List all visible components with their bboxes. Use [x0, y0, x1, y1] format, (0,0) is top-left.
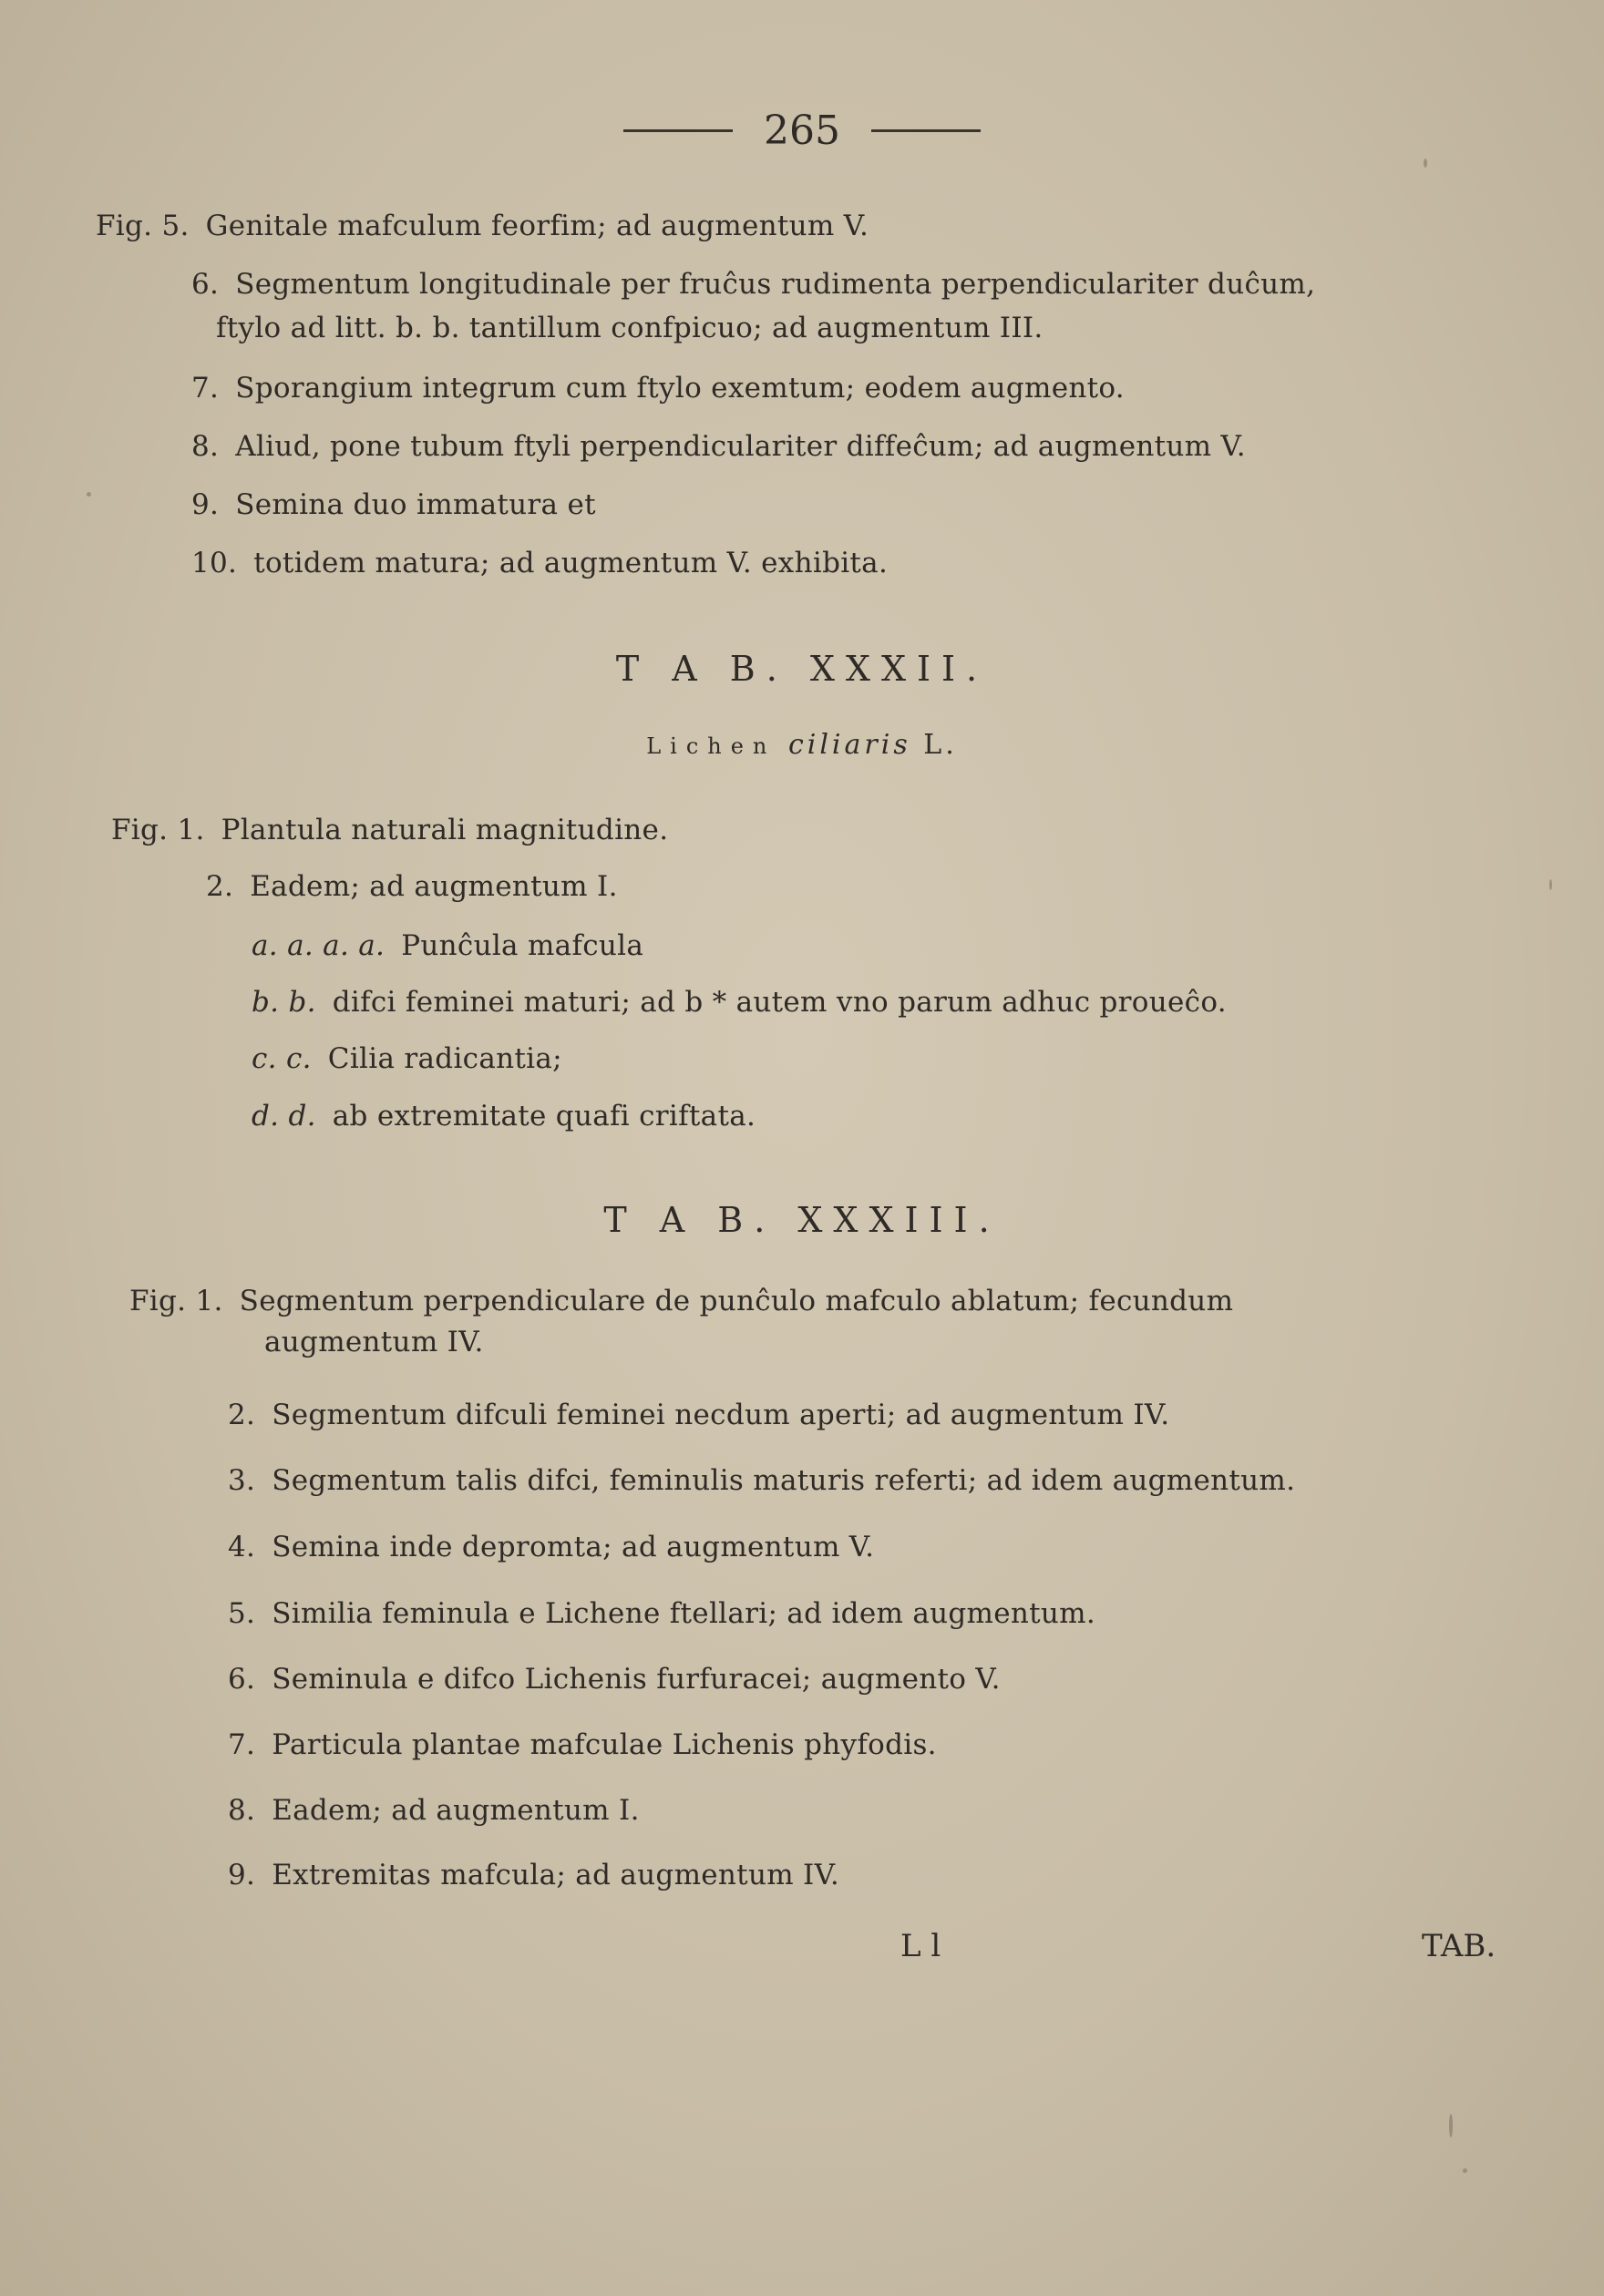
text-line	[252, 986, 1227, 1019]
figure-caption: Plantula naturali magnitudine.	[221, 814, 669, 846]
plate-subtitle	[0, 729, 1604, 761]
page-header	[0, 108, 1604, 154]
figure-label: 4.	[228, 1531, 256, 1563]
text-line	[216, 312, 1044, 344]
figure-label: 9.	[228, 1859, 256, 1891]
figure-caption: augmentum IV.	[264, 1326, 484, 1358]
figure-label: 7.	[191, 372, 220, 405]
figure-label: 8.	[191, 430, 220, 463]
figure-label: b. b.	[252, 986, 316, 1019]
text-line	[252, 929, 643, 962]
figure-label: 5.	[228, 1597, 256, 1630]
plate-title: T A B. XXXIII.	[603, 1200, 1001, 1240]
figure-caption: Cilia radicantia;	[327, 1042, 562, 1075]
figure-label: 6.	[191, 268, 220, 301]
text-line	[264, 1326, 484, 1358]
figure-label: Fig. 1.	[111, 814, 205, 846]
figure-label: 6.	[228, 1663, 256, 1696]
figure-label: 2.	[228, 1399, 256, 1431]
figure-label: 8.	[228, 1794, 256, 1827]
figure-label: Fig. 1.	[129, 1285, 223, 1317]
figure-label: a. a. a. a.	[252, 929, 386, 962]
figure-caption: Particula plantae mafculae Lichenis phyfodis.	[272, 1728, 937, 1761]
figure-caption: ab extremitate quafi criftata.	[332, 1100, 756, 1133]
figure-label: 7.	[228, 1728, 256, 1761]
text-line	[252, 1100, 756, 1133]
text-line	[191, 372, 1125, 405]
text-line	[228, 1597, 1095, 1630]
paper-speck	[87, 492, 91, 497]
figure-caption: Seminula e difco Lichenis furfuracei; augmento V.	[272, 1663, 1001, 1696]
author-abbrev: L.	[923, 729, 958, 761]
figure-caption: Sporangium integrum cum ftylo exemtum; eodem augmento.	[235, 372, 1125, 405]
text-line	[228, 1464, 1295, 1497]
figure-caption: Semina inde depromta; ad augmentum V.	[272, 1531, 875, 1563]
figure-label: 10.	[191, 547, 238, 579]
genus-name: Lichen	[646, 733, 776, 759]
plate-title: T A B. XXXII.	[615, 649, 989, 689]
header-rule-right	[871, 129, 981, 132]
text-line	[191, 268, 1315, 301]
figure-caption: Semina duo immatura et	[235, 488, 596, 521]
paper-speck	[1424, 159, 1427, 168]
signature-mark: L l	[900, 1928, 941, 1964]
figure-label: c. c.	[252, 1042, 312, 1075]
text-line	[228, 1531, 874, 1563]
page-number: 265	[764, 108, 840, 154]
text-line	[96, 210, 869, 242]
figure-label: 3.	[228, 1464, 256, 1497]
text-line	[111, 814, 668, 846]
figure-caption: difci feminei maturi; ad b * autem vno parum adhuc proueĉo.	[332, 986, 1227, 1019]
figure-caption: Aliud, pone tubum ftyli perpendiculariter diffeĉum; ad augmentum V.	[235, 430, 1246, 463]
figure-caption: ftylo ad litt. b. b. tantillum confpicuo; ad augmentum III.	[216, 312, 1044, 344]
text-line	[228, 1859, 839, 1891]
figure-label: d. d.	[252, 1100, 316, 1133]
figure-caption: Extremitas mafcula; ad augmentum IV.	[272, 1859, 840, 1891]
figure-caption: Eadem; ad augmentum I.	[250, 870, 618, 903]
figure-caption: Segmentum perpendiculare de punĉulo mafculo ablatum; fecundum	[239, 1285, 1234, 1317]
text-line	[191, 547, 888, 579]
figure-label: 2.	[206, 870, 234, 903]
text-line	[252, 1042, 562, 1075]
figure-caption: Genitale mafculum feorfim; ad augmentum V.	[205, 210, 869, 242]
figure-caption: Segmentum longitudinale per fruĉus rudimenta perpendiculariter duĉum,	[235, 268, 1316, 301]
text-line	[191, 488, 596, 521]
text-line	[191, 430, 1246, 463]
figure-label: Fig. 5.	[96, 210, 190, 242]
paper-speck	[1463, 2168, 1467, 2173]
header-rule-left	[623, 129, 733, 132]
text-line	[228, 1794, 640, 1827]
text-line	[228, 1399, 1169, 1431]
species-name: ciliaris	[787, 729, 911, 761]
text-line	[129, 1285, 1233, 1317]
text-line	[228, 1663, 1001, 1696]
text-line	[206, 870, 618, 903]
paper-speck	[1549, 879, 1552, 890]
figure-caption: Punĉula mafcula	[401, 929, 644, 962]
figure-caption: Similia feminula e Lichene ftellari; ad idem augmentum.	[272, 1597, 1095, 1630]
figure-label: 9.	[191, 488, 220, 521]
catchword: TAB.	[1422, 1928, 1496, 1964]
figure-caption: Eadem; ad augmentum I.	[272, 1794, 640, 1827]
figure-caption: totidem matura; ad augmentum V. exhibita.	[253, 547, 889, 579]
figure-caption: Segmentum difculi feminei necdum aperti; ad augmentum IV.	[272, 1399, 1170, 1431]
text-line	[228, 1728, 937, 1761]
figure-caption: Segmentum talis difci, feminulis maturis referti; ad idem augmentum.	[272, 1464, 1296, 1497]
paper-speck	[1449, 2114, 1453, 2137]
